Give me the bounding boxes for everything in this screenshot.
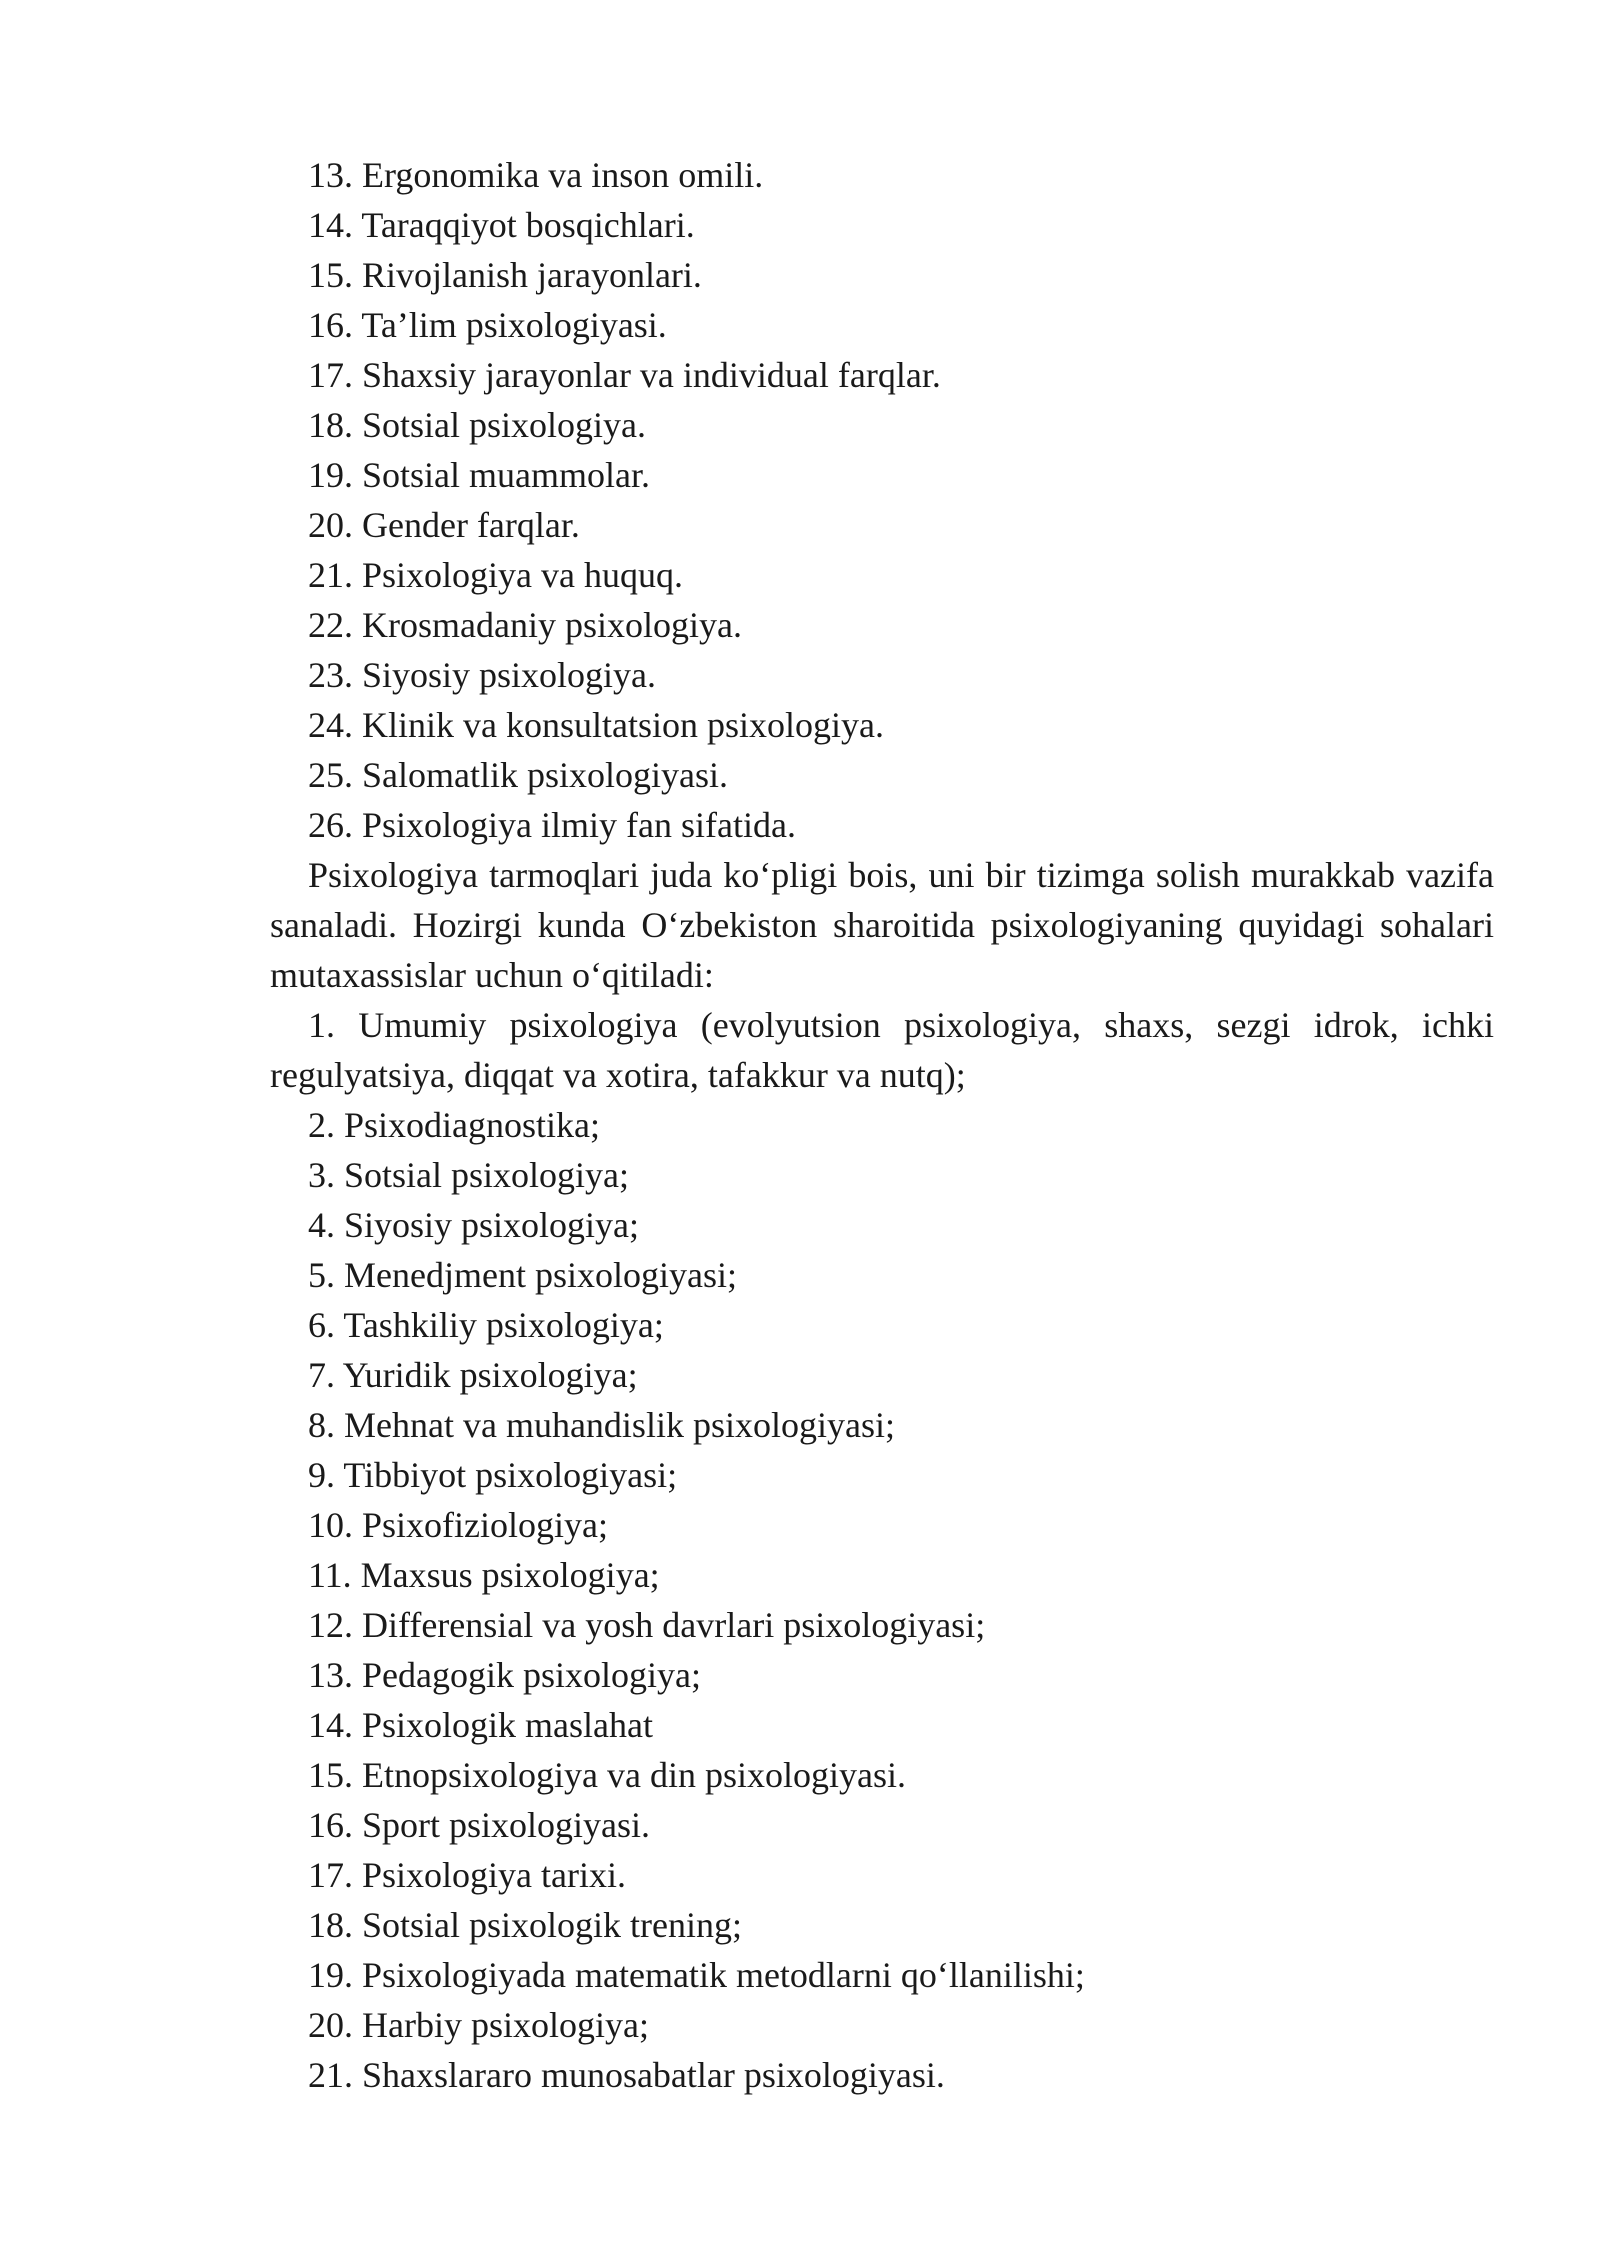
list-item: 23. Siyosiy psixologiya. — [308, 655, 657, 695]
list-item: 17. Shaxsiy jarayonlar va individual farqlar. — [308, 355, 941, 395]
list-item: 15. Etnopsixologiya va din psixologiyasi. — [308, 1755, 906, 1795]
list-item: 25. Salomatlik psixologiyasi. — [308, 755, 728, 795]
list-item: 24. Klinik va konsultatsion psixologiya. — [308, 705, 884, 745]
list-item: 4. Siyosiy psixologiya; — [308, 1205, 640, 1245]
body-paragraph: Psixologiya tarmoqlari juda ko‘pligi bois, uni bir tizimga solish murakkab vazifa sanaladi. Hozirgi kunda O‘zbekiston sharoitida psixologiyaning quyidagi sohalari mutaxassislar uchun o‘qitiladi: — [270, 855, 1494, 995]
list-areas-of-psychology — [270, 150, 1494, 850]
list-item: 15. Rivojlanish jarayonlari. — [308, 255, 702, 295]
list-item: 12. Differensial va yosh davrlari psixologiyasi; — [308, 1605, 986, 1645]
list-item: 19. Psixologiyada matematik metodlarni qo‘llanilishi; — [308, 1955, 1085, 1995]
list-item: 14. Psixologik maslahat — [308, 1705, 653, 1745]
list-item: 5. Menedjment psixologiyasi; — [308, 1255, 737, 1295]
list-item: 13. Pedagogik psixologiya; — [308, 1655, 701, 1695]
list-item: 2. Psixodiagnostika; — [308, 1105, 601, 1145]
list-item: 10. Psixofiziologiya; — [308, 1505, 608, 1545]
list-item-wrapped: 1. Umumiy psixologiya (evolyutsion psixologiya, shaxs, sezgi idrok, ichki regulyatsiya, diqqat va xotira, tafakkur va nutq); — [270, 1005, 1494, 1095]
list-item: 21. Shaxslararo munosabatlar psixologiyasi. — [308, 2055, 945, 2095]
list-item: 16. Ta’lim psixologiyasi. — [308, 305, 667, 345]
list-item: 7. Yuridik psixologiya; — [308, 1355, 638, 1395]
list-item: 20. Harbiy psixologiya; — [308, 2005, 649, 2045]
list-item: 13. Ergonomika va inson omili. — [308, 155, 764, 195]
document-page — [270, 150, 1494, 2100]
list-item: 26. Psixologiya ilmiy fan sifatida. — [308, 805, 796, 845]
list-item: 16. Sport psixologiyasi. — [308, 1805, 651, 1845]
list-item: 8. Mehnat va muhandislik psixologiyasi; — [308, 1405, 895, 1445]
list-item: 3. Sotsial psixologiya; — [308, 1155, 630, 1195]
list-item: 21. Psixologiya va huquq. — [308, 555, 683, 595]
list-item: 11. Maxsus psixologiya; — [308, 1555, 660, 1595]
list-item: 20. Gender farqlar. — [308, 505, 580, 545]
list-item: 9. Tibbiyot psixologiyasi; — [308, 1455, 678, 1495]
list-item: 18. Sotsial psixologiya. — [308, 405, 647, 445]
list-item: 17. Psixologiya tarixi. — [308, 1855, 626, 1895]
list-item: 19. Sotsial muammolar. — [308, 455, 650, 495]
list-taught-fields — [270, 1100, 1494, 2100]
list-item: 22. Krosmadaniy psixologiya. — [308, 605, 742, 645]
list-item: 6. Tashkiliy psixologiya; — [308, 1305, 664, 1345]
list-item: 18. Sotsial psixologik trening; — [308, 1905, 743, 1945]
list-item: 14. Taraqqiyot bosqichlari. — [308, 205, 695, 245]
